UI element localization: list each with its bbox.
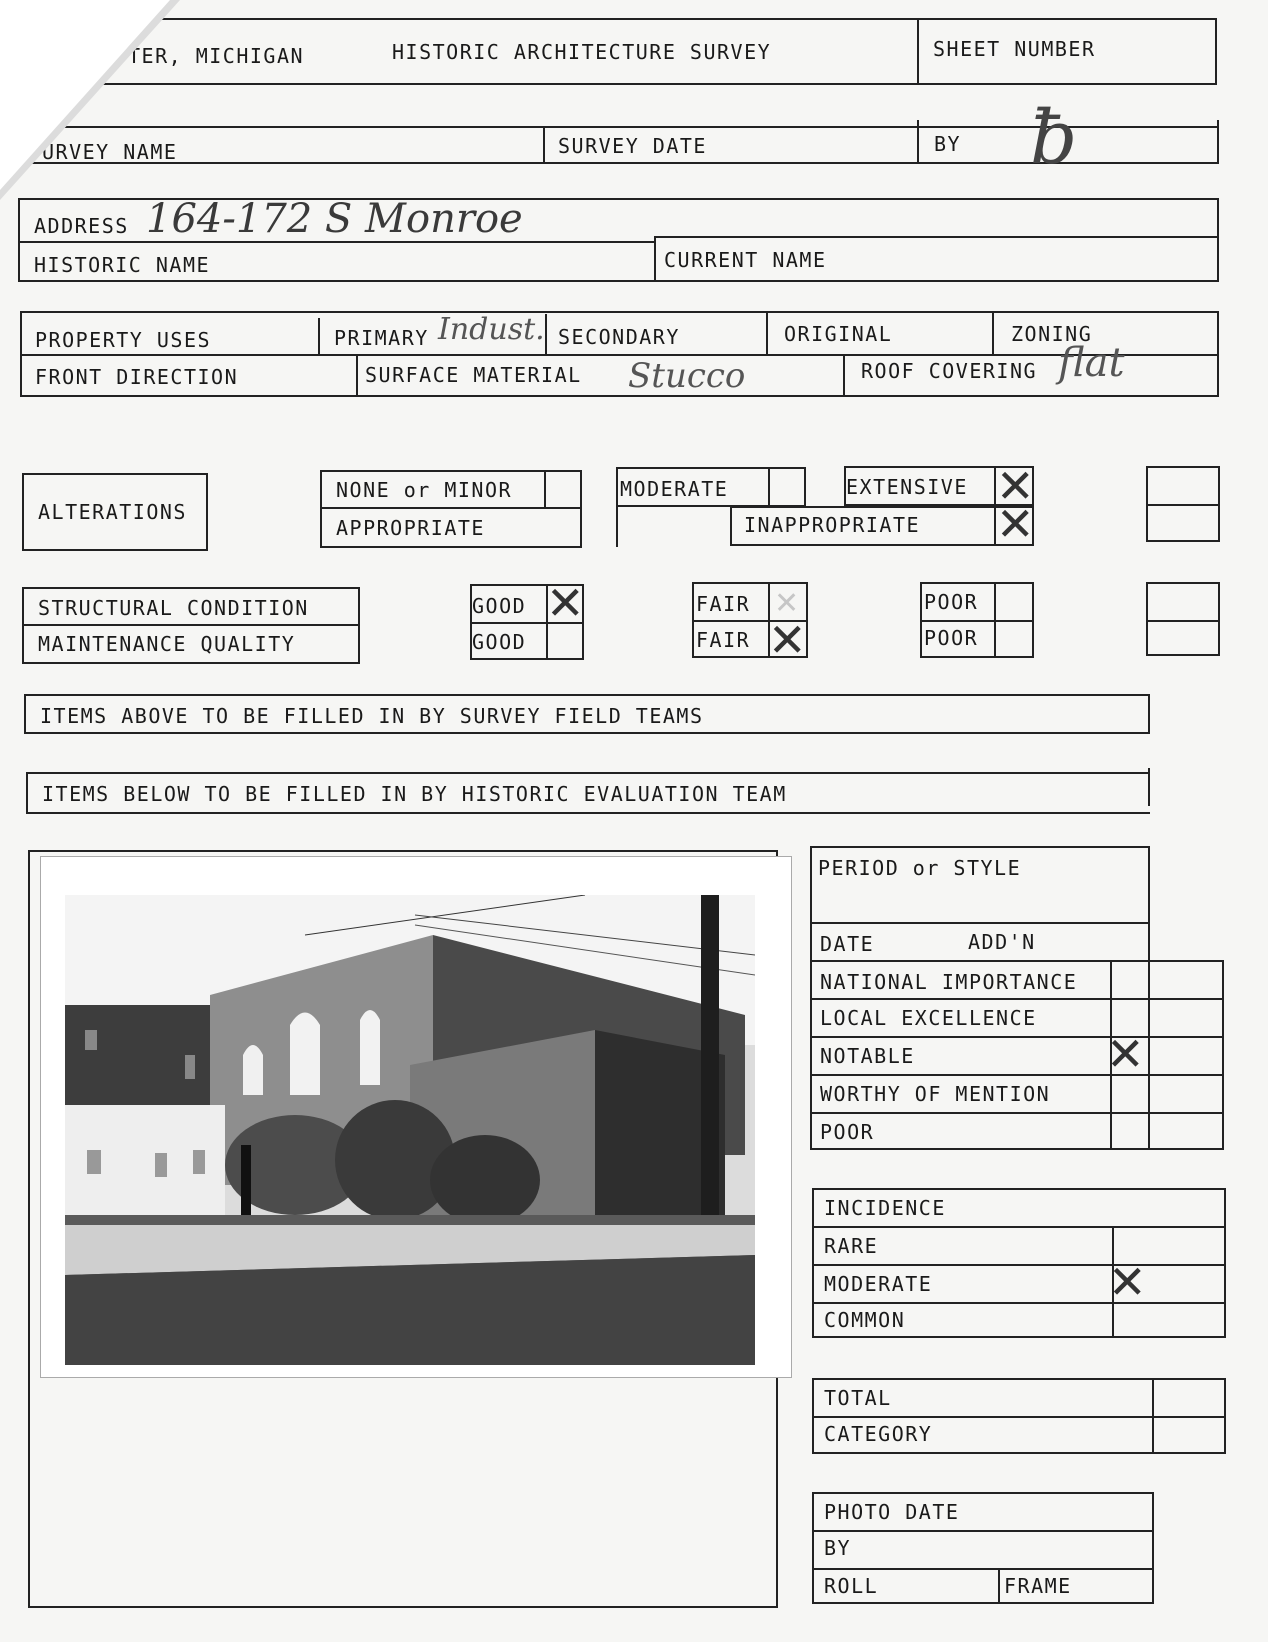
eval-row-line-0 [810,960,1224,962]
building-photograph [40,856,792,1378]
header-title: HISTORIC ARCHITECTURE SURVEY [392,40,772,64]
total-score-col [1152,1378,1154,1454]
property-v3 [766,312,768,354]
original-label: ORIGINAL [784,322,893,346]
frame-divider [998,1568,1000,1604]
survey-divider-2 [917,120,919,164]
period-style-label: PERIOD or STYLE [818,856,1022,880]
total-divider [812,1416,1226,1418]
alterations-label: ALTERATIONS [38,500,187,524]
maintenance-fair-check-mark: ✕ [768,613,807,667]
zoning-label: ZONING [1011,322,1093,346]
survey-row-right-edge [1217,120,1219,162]
property-divider [20,354,1219,356]
eval-row-line-2 [810,1036,1224,1038]
worthy-of-mention-label: WORTHY OF MENTION [820,1082,1051,1106]
photo-info-line-1 [812,1530,1154,1532]
current-name-label: CURRENT NAME [664,248,827,272]
incidence-moderate-label: MODERATE [824,1272,933,1296]
common-label: COMMON [824,1308,906,1332]
items-below-right-edge [1148,768,1150,806]
historic-name-label: HISTORIC NAME [34,253,211,277]
address-divider-right [654,236,1219,238]
items-above-note: ITEMS ABOVE TO BE FILLED IN BY SURVEY FIELD TEAMS [40,704,704,728]
rare-label: RARE [824,1234,879,1258]
survey-name-label: URVEY NAME [42,140,178,164]
property-v2 [545,314,547,354]
eval-row-line-3 [810,1074,1224,1076]
extensive-label: EXTENSIVE [846,475,968,499]
incidence-moderate-check-mark: ✕ [1108,1255,1147,1309]
property-v6 [843,354,845,397]
none-minor-label: NONE or MINOR [336,478,513,502]
photo-info-line-2 [812,1568,1154,1570]
eval-row-line-5 [810,1148,1224,1150]
property-v1 [318,318,320,354]
sheet-number-label: SHEET NUMBER [933,37,1096,61]
address-value: 164-172 S Monroe [146,196,523,242]
condition-score-box [1146,582,1220,656]
total-label: TOTAL [824,1386,892,1410]
poor-structural-label: POOR [924,590,979,614]
national-importance-label: NATIONAL IMPORTANCE [820,970,1078,994]
category-label: CATEGORY [824,1422,933,1446]
local-excellence-label: LOCAL EXCELLENCE [820,1006,1037,1030]
inappropriate-label: INAPPROPRIATE [744,513,921,537]
property-uses-label: PROPERTY USES [35,328,212,352]
condition-label-divider [22,624,360,626]
none-minor-divider [320,507,582,509]
fair-faint-mark: ✕ [774,586,800,621]
incidence-line-3 [812,1302,1226,1304]
address-label: ADDRESS [34,214,129,238]
extensive-check-mark: ✕ [996,459,1035,513]
secondary-label: SECONDARY [558,325,680,349]
photo-image [65,895,755,1365]
moderate-check-divider [768,467,770,507]
current-name-divider [654,236,656,282]
none-minor-check-divider [544,470,546,507]
eval-row-line-1 [810,998,1224,1000]
poor-divider [920,620,1034,622]
moderate-box-drop [616,507,618,547]
property-v4 [992,311,994,354]
notable-label: NOTABLE [820,1044,915,1068]
survey-date-label: SURVEY DATE [558,134,707,158]
photo-by-label: BY [824,1536,852,1560]
incidence-line-2 [812,1264,1226,1266]
notable-check-mark: ✕ [1106,1027,1145,1081]
inappropriate-check-mark: ✕ [996,497,1035,551]
alterations-score-divider [1146,504,1220,506]
by-initials: ƀ [1030,95,1078,181]
eval-row-line-4 [810,1112,1224,1114]
condition-score-divider [1146,620,1220,622]
poor-check-divider [994,582,996,658]
incidence-label: INCIDENCE [824,1196,946,1220]
survey-divider-1 [543,126,545,164]
photo-date-label: PHOTO DATE [824,1500,960,1524]
appropriate-label: APPROPRIATE [336,516,485,540]
primary-label: PRIMARY [334,326,429,350]
frame-label: FRAME [1004,1574,1072,1598]
property-v5 [356,354,358,397]
fair-structural-label: FAIR [696,592,751,616]
incidence-line-1 [812,1226,1226,1228]
good-maintenance-label: GOOD [472,630,527,654]
by-label: BY [934,132,962,156]
folded-corner [0,0,170,190]
surface-material-label: SURFACE MATERIAL [365,363,582,387]
maintenance-quality-label: MAINTENANCE QUALITY [38,632,296,656]
eval-score-right [1222,960,1224,1150]
period-divider [810,922,1150,924]
poor-maintenance-label: POOR [924,626,979,650]
roof-covering-value: flat [1058,340,1125,386]
header-city: TER, MICHIGAN [128,44,305,68]
surface-material-value: Stucco [628,356,746,396]
structural-condition-label: STRUCTURAL CONDITION [38,596,309,620]
structural-good-check-mark: ✕ [546,576,585,630]
primary-value: Indust. [438,312,545,347]
good-structural-label: GOOD [472,594,527,618]
items-below-note: ITEMS BELOW TO BE FILLED IN BY HISTORIC EVALUATION TEAM [42,782,787,806]
header-divider [917,18,919,85]
date-label: DATE [820,932,875,956]
roll-label: ROLL [824,1574,879,1598]
eval-poor-label: POOR [820,1120,875,1144]
roof-covering-label: ROOF COVERING [861,359,1038,383]
fair-maintenance-label: FAIR [696,628,751,652]
moderate-label: MODERATE [620,477,729,501]
front-direction-label: FRONT DIRECTION [35,365,239,389]
addn-label: ADD'N [968,930,1036,954]
